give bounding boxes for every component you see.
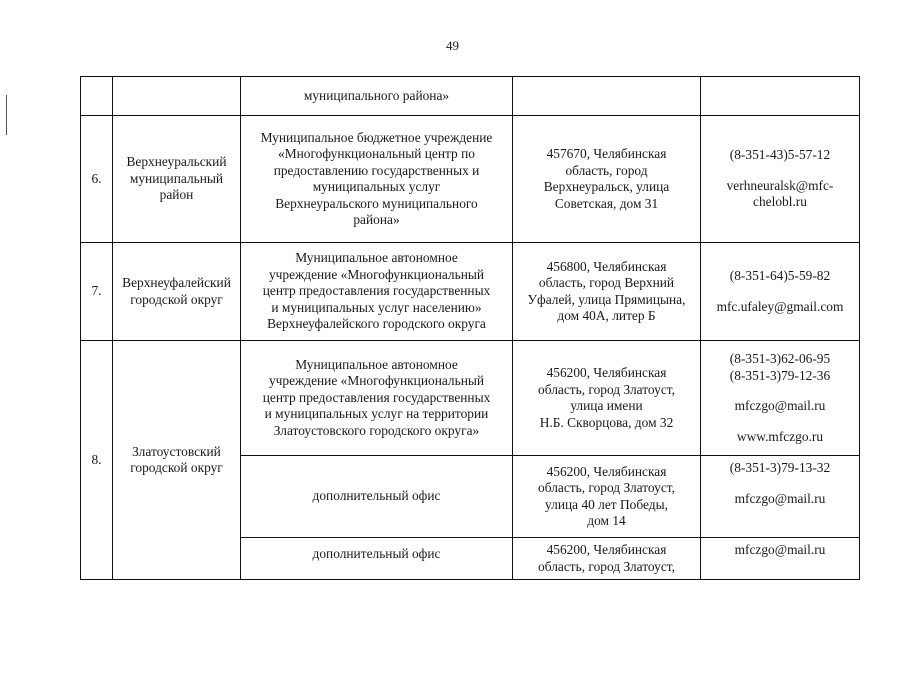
website: www.mfczgo.ru xyxy=(736,428,824,444)
phone: (8-351-43)5-57-12 xyxy=(729,147,831,163)
contacts xyxy=(701,341,859,455)
row-number: 7. xyxy=(91,283,102,299)
organization-name: Муниципальное бюджетное учреждение «Многофункциональный центр по предоставлению государственных и муниципальных услуг Верхнеуральского муниципального района» xyxy=(260,129,493,227)
email: verhneuralsk@mfc- xyxy=(726,177,834,193)
address: 456200, Челябинская область, город Златоуст, улица имени Н.Б. Скворцова, дом 32 xyxy=(538,365,675,430)
row-number: 6. xyxy=(91,170,102,186)
org-name-continuation: муниципального района» xyxy=(303,87,450,103)
organization-name: Муниципальное автономное учреждение «Многофункциональный центр предоставления государственных и муниципальных услуг населению» Верхнеуфалейского городского округа xyxy=(262,250,491,332)
phone: (8-351-3)62-06-95 xyxy=(729,351,831,366)
email: mfczgo@mail.ru xyxy=(734,490,826,506)
additional-office-label: дополнительный офис xyxy=(312,488,441,504)
address: 456800, Челябинская область, город Верхний Уфалей, улица Прямицына, дом 40А, литер Б xyxy=(527,258,686,323)
row-divider xyxy=(240,537,860,538)
row-number: 8. xyxy=(91,451,102,467)
services-table xyxy=(80,76,860,676)
margin-mark xyxy=(6,95,7,135)
email: mfczgo@mail.ru xyxy=(734,398,826,413)
contacts xyxy=(701,243,859,340)
phone: (8-351-3)79-12-36 xyxy=(729,367,831,383)
address: 456200, Челябинская область, город Златоуст, xyxy=(538,542,675,574)
phone: (8-351-64)5-59-82 xyxy=(729,268,831,283)
page-number: 49 xyxy=(446,38,459,53)
additional-office-label: дополнительный офис xyxy=(312,546,441,561)
contacts xyxy=(701,542,859,579)
email: mfczgo@mail.ru xyxy=(734,542,826,557)
contacts xyxy=(701,116,859,242)
column-divider xyxy=(859,76,860,580)
district-name: Златоустовский городской округ xyxy=(130,443,223,475)
phone: (8-351-3)79-13-32 xyxy=(729,460,831,475)
email: chelobl.ru xyxy=(753,194,807,210)
organization-name: Муниципальное автономное учреждение «Многофункциональный центр предоставления государственных и муниципальных услуг на территории Златоустовского городского округа» xyxy=(262,356,491,438)
contacts xyxy=(701,460,859,537)
address: 456200, Челябинская область, город Златоуст, улица 40 лет Победы, дом 14 xyxy=(538,463,675,528)
district-name: Верхнеуфалейский городской округ xyxy=(122,275,231,307)
address: 457670, Челябинская область, город Верхнеуральск, улица Советская, дом 31 xyxy=(543,146,670,211)
email: mfc.ufaley@gmail.com xyxy=(716,298,844,314)
district-name: Верхнеуральский муниципальный район xyxy=(126,154,227,203)
row-divider xyxy=(80,579,860,580)
